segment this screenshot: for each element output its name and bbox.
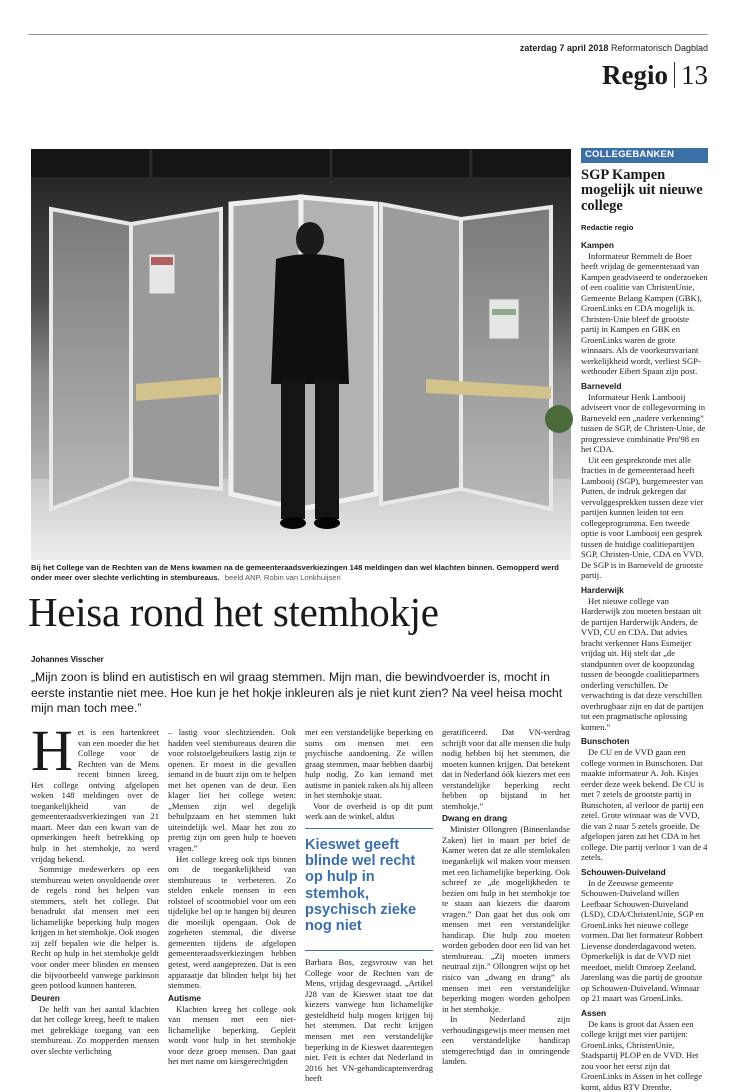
- article-paragraph: De helft van het aantal klachten dat het college kreeg, heeft te maken met gebrekkige toegang van een stembureau. Zo mopperden mensen over slechte verlichting: [31, 1004, 159, 1057]
- sidebar-paragraph: Informateur Henk Lambooij adviseert voor de collegevorming in Barneveld een „nadere verkenning” tussen de SGP, de Christen-Unie, de progressieve combinatie Pro'98 en het CDA.: [581, 392, 708, 455]
- caption-text: Bij het College van de Rechten van de Mens kwamen na de gemeenteraadsverkiezingen 148 meldingen dan wel klachten binnen. Gemopperd werd onder meer over slechte verlichting in stembureaus.: [31, 563, 559, 582]
- pull-quote-rule: [305, 950, 433, 951]
- article-paragraph: Voor de overheid is op dit punt werk aan de winkel, aldus: [305, 801, 433, 822]
- sidebar-kicker: COLLEGEBANKEN: [581, 148, 708, 163]
- article-paragraph: Sommige medewerkers op een stembureau weten onvoldoende over de regels rond het helpen van stemmers, stelt het college. Dat benadrukt dat mensen met een lichamelijke beperking hulp mogen krijgen in het stemhokje. Ook mogen zij zelf bepalen wie die helper is. Recht op hulp in het stemhokje geldt voor onder meer blinden en mensen die bijvoorbeeld vanwege parkinson geen potlood kunnen hanteren.: [31, 864, 159, 991]
- sidebar-title: SGP Kampen mogelijk uit nieuwe college: [581, 168, 708, 215]
- photo-caption: [31, 563, 571, 583]
- article-intro: „Mijn zoon is blind en autistisch en wil graag stemmen. Mijn man, die bewindvoerder is, mocht in eerste instantie niet mee. Hoe kun je het hokje inkleuren als je niet kunt zien? Na veel heisa mocht mijn man toch mee.”: [31, 670, 571, 717]
- sidebar-heading: Schouwen-Duiveland: [581, 867, 708, 878]
- article-paragraph: met een verstandelijke beperking en soms om mensen met een psychische aandoening. Ze willen graag stemmen, maar hebben daarbij hulp nodig. Zo kan iemand met autisme in paniek raken als hij alleen in het stemhokje staat.: [305, 727, 433, 801]
- sidebar-paragraph: Het nieuwe college van Harderwijk zou moeten bestaan uit de partijen Harderwijk Anders, de VVD, CU en CDA. Dat advies bracht verkenner Hans Esmeijer vrijdag uit. Hij stelt dat „de standpunten over de koopzondag tussen de beoogde coalitiepartners onderling verschillen. De verwachting is dat deze verschillen overbrugbaar zijn en dat de partijen tot een pragmatische oplossing komen.”: [581, 596, 708, 733]
- article-headline: Heisa rond het stemhokje: [28, 588, 439, 636]
- photo-illustration: [31, 149, 571, 560]
- sidebar-paragraph: Uit een gesprekronde met alle fracties in de gemeenteraad heeft Lambooij (SGP), burgemeester van Putten, de indruk gekregen dat vervolggesprekken tussen deze vier partijen kunnen leiden tot een collegeprogramma. Een tweede optie is voor Lambooij een gesprek tussen de huidige coalitiepartijen SGP, Christen-Unie, CDA en VVD. De SGP is in Barneveld de grootste partij.: [581, 455, 708, 581]
- article-paragraph: Minister Ollongren (Binnenlandse Zaken) liet in maart per brief de Kamer weten dat ze alle stemlokalen toegankelijk wil maken voor mensen met een lichamelijke beperking. Ook schreef ze „de mogelijkheden te bezien om hulp in het stemhokje toe te staan aan kiezers die daarom vragen.” Dan gaat het dus ook om mensen met een verstandelijke handicap. Die hulp zou moeten worden geboden door een lid van het stembureau. „Zij moeten immers neutraal zijn.” Ollongren wijst op het risico van „dwang en drang” als mensen met een verstandelijke beperking mogen worden geholpen in het stemhokje.: [442, 824, 570, 1014]
- article-paragraph: – lastig voor slechtzienden. Ook hadden veel stembureaus deuren die voor rolstoelgebruikers lastig zijn te openen. Er moest in die gevallen iemand in de buurt zijn om te helpen met het openen van de deur. Een klager liet het college weten: „Mensen zijn wel degelijk behulpzaam en het stemmen lukt uiteindelijk wel. Maar het zou zo prettig zijn om geen hulp te hoeven vragen.”: [168, 727, 296, 854]
- drop-cap: H: [31, 728, 73, 774]
- article-paragraph: Klachten kreeg het college ook van mensen met een niet-lichamelijke beperking. Gepleit wordt voor hulp in het stemhokje voor deze groep mensen. Dan gaat het met name om kiesgerechtigden: [168, 1004, 296, 1067]
- sidebar-editor: Redactie regio: [581, 223, 708, 234]
- sidebar-heading: Bunschoten: [581, 736, 708, 747]
- pull-quote: Kieswet geeft blinde wel recht op hulp in stemhok, psychisch zieke nog niet: [305, 828, 433, 942]
- sidebar-heading: Kampen: [581, 240, 708, 251]
- subheading-deuren: Deuren: [31, 993, 159, 1004]
- sidebar-paragraph: Informateur Remmelt de Boer heeft vrijdag de gemeenteraad van Kampen geadviseerd te onderzoeken of een coalitie van ChristenUnie, Gemeente Belang Kampen (GBK), GroenLinks en CDA mogelijk is. Christen-Unie bleef de grootste partij in Kampen en GBK en GroenLinks waren de grote winnaars. Als de voorkeursvariant werkelijkheid wordt, verliest SGP-wethouder Eibert Spaan zijn post.: [581, 251, 708, 377]
- section-header: [602, 58, 708, 92]
- newspaper-name: Reformatorisch Dagblad: [611, 43, 708, 53]
- sidebar-heading: Assen: [581, 1008, 708, 1019]
- article-column-1: [31, 727, 159, 1056]
- sidebar-heading: Harderwijk: [581, 585, 708, 596]
- article-paragraph: Barbara Bos, zegsvrouw van het College voor de Rechten van de Mens, vrijdag desgevraagd. „Artikel J28 van de Kieswet staat toe dat kiezers vanwege hun lichamelijke gesteldheid hulp mogen krijgen bij het stemmen. Dat recht krijgen mensen met een verstandelijke beperking in de Kieswet daarentegen niet. Feit is echter dat Nederland in 2016 het VN-gehandicaptenverdrag heeft: [305, 957, 433, 1084]
- subheading-autisme: Autisme: [168, 993, 296, 1004]
- top-rule: [28, 34, 708, 35]
- article-paragraph: Het college kreeg ook tips binnen om de toegankelijkheid van stembureaus te verbeteren. Zo stelden enkele mensen in een rolstoel of scootmobiel voor om een tijdelijke bel op te hangen bij deuren die moeilijk opengaan. Ook de zogeheten stemmal, die diverse gemeenten tijdens de afgelopen gemeenteraadsverkiezingen hebben getest, werd aangeprezen. Dat is een apparaatje dat blinden helpt bij het stemmen.: [168, 854, 296, 991]
- date: zaterdag 7 april 2018: [520, 43, 609, 53]
- voting-booths-photo: [31, 149, 571, 560]
- section-divider: [674, 62, 675, 88]
- photo-credit: beeld ANP, Robin van Lonkhuijsen: [225, 573, 341, 582]
- subheading-dwang-en-drang: Dwang en drang: [442, 813, 570, 824]
- dateline: [520, 43, 708, 53]
- sidebar-heading: Barneveld: [581, 381, 708, 392]
- article-byline: Johannes Visscher: [31, 655, 104, 664]
- sidebar-collegebanken: [581, 148, 708, 1092]
- article-column-3: [305, 727, 433, 1084]
- article-column-2: [168, 727, 296, 1067]
- article-column-4: [442, 727, 570, 1067]
- sidebar-paragraph: De CU en de VVD gaan een college vormen in Bunschoten. Dat maakte informateur A. Joh. Kisjes eerder deze week bekend. De CU is met 7 zetels de grootste partij in Bunschoten, al verloor de partij een zetel. Grote winnaar was de VVD, die van 2 naar 5 zetels groeide. De afgelopen jaren zat het CDA in het college. Die partij verloor 1 van de 4 zetels.: [581, 747, 708, 863]
- article-paragraph: In Nederland zijn verhoudingsgewijs meer mensen met een verstandelijke handicap stemgerechtigd dan in omringende landen.: [442, 1014, 570, 1067]
- page-number: 13: [681, 60, 708, 91]
- sidebar-paragraph: De kans is groot dat Assen een college krijgt met vier partijen: GroenLinks, ChristenUnie, Stadspartij PLOP en de VVD. Het zou voor het eerst zijn dat GroenLinks in Assen in het college komt, aldus RTV Drenthe.: [581, 1019, 708, 1092]
- article-paragraph: geratificeerd. Dat VN-verdrag schrijft voor dat alle mensen die hulp nodig hebben bij het stemmen, die moeten kunnen krijgen. Dat betekent dat in Nederland óók kiezers met een verstandelijke beperking recht hebben op bijstand in het stemhokje.”: [442, 727, 570, 811]
- sidebar-paragraph: In de Zeeuwse gemeente Schouwen-Duiveland willen Leefbaar Schouwen-Duiveland (LSD), CDA/ChristenUnie, SGP en GroenLinks het nieuwe college vormen. Dat liet formateur Robbert Lievense donderdagavond weten. Opmerkelijk is dat de VVD niet meedoet, meldt Omroep Zeeland. Jarenlang was die partij de grootste op Schouwen-Duiveland. Winnaar op 21 maart was GroenLinks.: [581, 878, 708, 1004]
- article-paragraph: Het is een hartenkreet van een moeder die het College voor de Rechten van de Mens recent binnen kreeg. Het college ontving afgelopen weken 148 meldingen over de toegankelijkheid van de gemeenteraadsverkiezingen van 21 maart. Meer dan een kwart van de opmerkingen heeft betrekking op hulp in het stemhokje, zo werd vrijdag bekend.: [31, 727, 159, 864]
- section-name: Regio: [602, 60, 668, 91]
